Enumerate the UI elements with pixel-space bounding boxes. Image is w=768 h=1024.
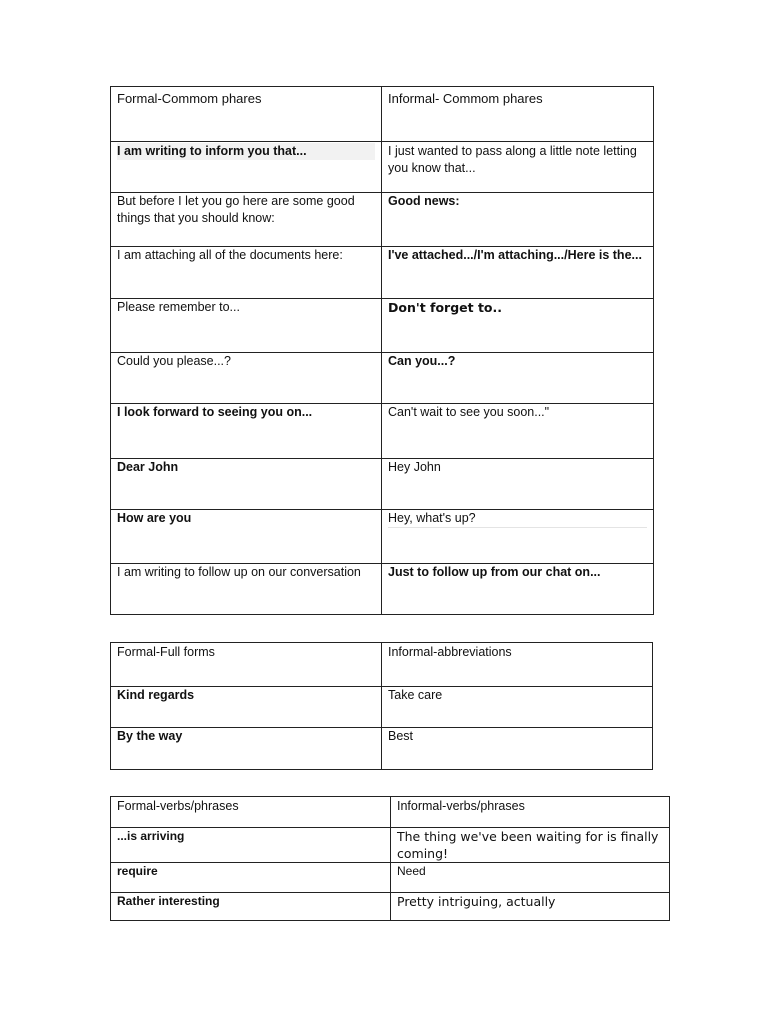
table-cell: Good news:: [382, 193, 654, 247]
table-row: [111, 299, 654, 353]
table-row: [111, 87, 654, 142]
table-cell: By the way: [111, 728, 382, 770]
table-cell: I just wanted to pass along a little note letting you know that...: [382, 142, 654, 193]
table-cell: Dear John: [111, 459, 382, 510]
table-cell: Can't wait to see you soon...": [382, 404, 654, 459]
table-cell: I am writing to follow up on our conversation: [111, 564, 382, 615]
table-cell: Can you...?: [382, 353, 654, 404]
table-header-cell: Formal-Full forms: [111, 643, 382, 687]
table-row: [111, 687, 653, 728]
table-header-cell: Informal-verbs/phrases: [391, 797, 670, 828]
table-row: [111, 893, 670, 921]
table-cell: [111, 142, 382, 193]
table-cell: How are you: [111, 510, 382, 564]
table-header-cell: Informal- Commom phares: [382, 87, 654, 142]
table-row: [111, 247, 654, 299]
table-row: [111, 459, 654, 510]
table-row: [111, 797, 670, 828]
table-cell: Best: [382, 728, 653, 770]
table-cell: require: [111, 863, 391, 893]
table-row: [111, 564, 654, 615]
common-phrases-table: [110, 86, 654, 615]
cell-text: Hey, what's up?: [388, 510, 647, 528]
table-cell: Just to follow up from our chat on...: [382, 564, 654, 615]
table-row: [111, 193, 654, 247]
verbs-phrases-table: [110, 796, 670, 921]
table-cell: I am attaching all of the documents here:: [111, 247, 382, 299]
table-cell: Could you please...?: [111, 353, 382, 404]
full-forms-table: [110, 642, 653, 770]
table-row: [111, 353, 654, 404]
table-cell: I've attached.../I'm attaching.../Here is the...: [382, 247, 654, 299]
table-cell: [382, 510, 654, 564]
table-header-cell: Informal-abbreviations: [382, 643, 653, 687]
table-header-cell: Formal-verbs/phrases: [111, 797, 391, 828]
table-cell: The thing we've been waiting for is finally coming!: [391, 828, 670, 863]
cell-text: I am writing to inform you that...: [117, 143, 375, 160]
table-cell: Rather interesting: [111, 893, 391, 921]
table-row: [111, 828, 670, 863]
table-cell: Don't forget to..: [382, 299, 654, 353]
table-row: [111, 643, 653, 687]
table-row: [111, 404, 654, 459]
table-row: [111, 142, 654, 193]
table-cell: ...is arriving: [111, 828, 391, 863]
table-cell: Take care: [382, 687, 653, 728]
table-header-cell: Formal-Commom phares: [111, 87, 382, 142]
table-cell: Please remember to...: [111, 299, 382, 353]
table-cell: But before I let you go here are some good things that you should know:: [111, 193, 382, 247]
table-cell: Hey John: [382, 459, 654, 510]
table-row: [111, 863, 670, 893]
table-cell: Pretty intriguing, actually: [391, 893, 670, 921]
table-cell: I look forward to seeing you on...: [111, 404, 382, 459]
table-row: [111, 510, 654, 564]
table-cell: Kind regards: [111, 687, 382, 728]
table-cell: Need: [391, 863, 670, 893]
table-row: [111, 728, 653, 770]
